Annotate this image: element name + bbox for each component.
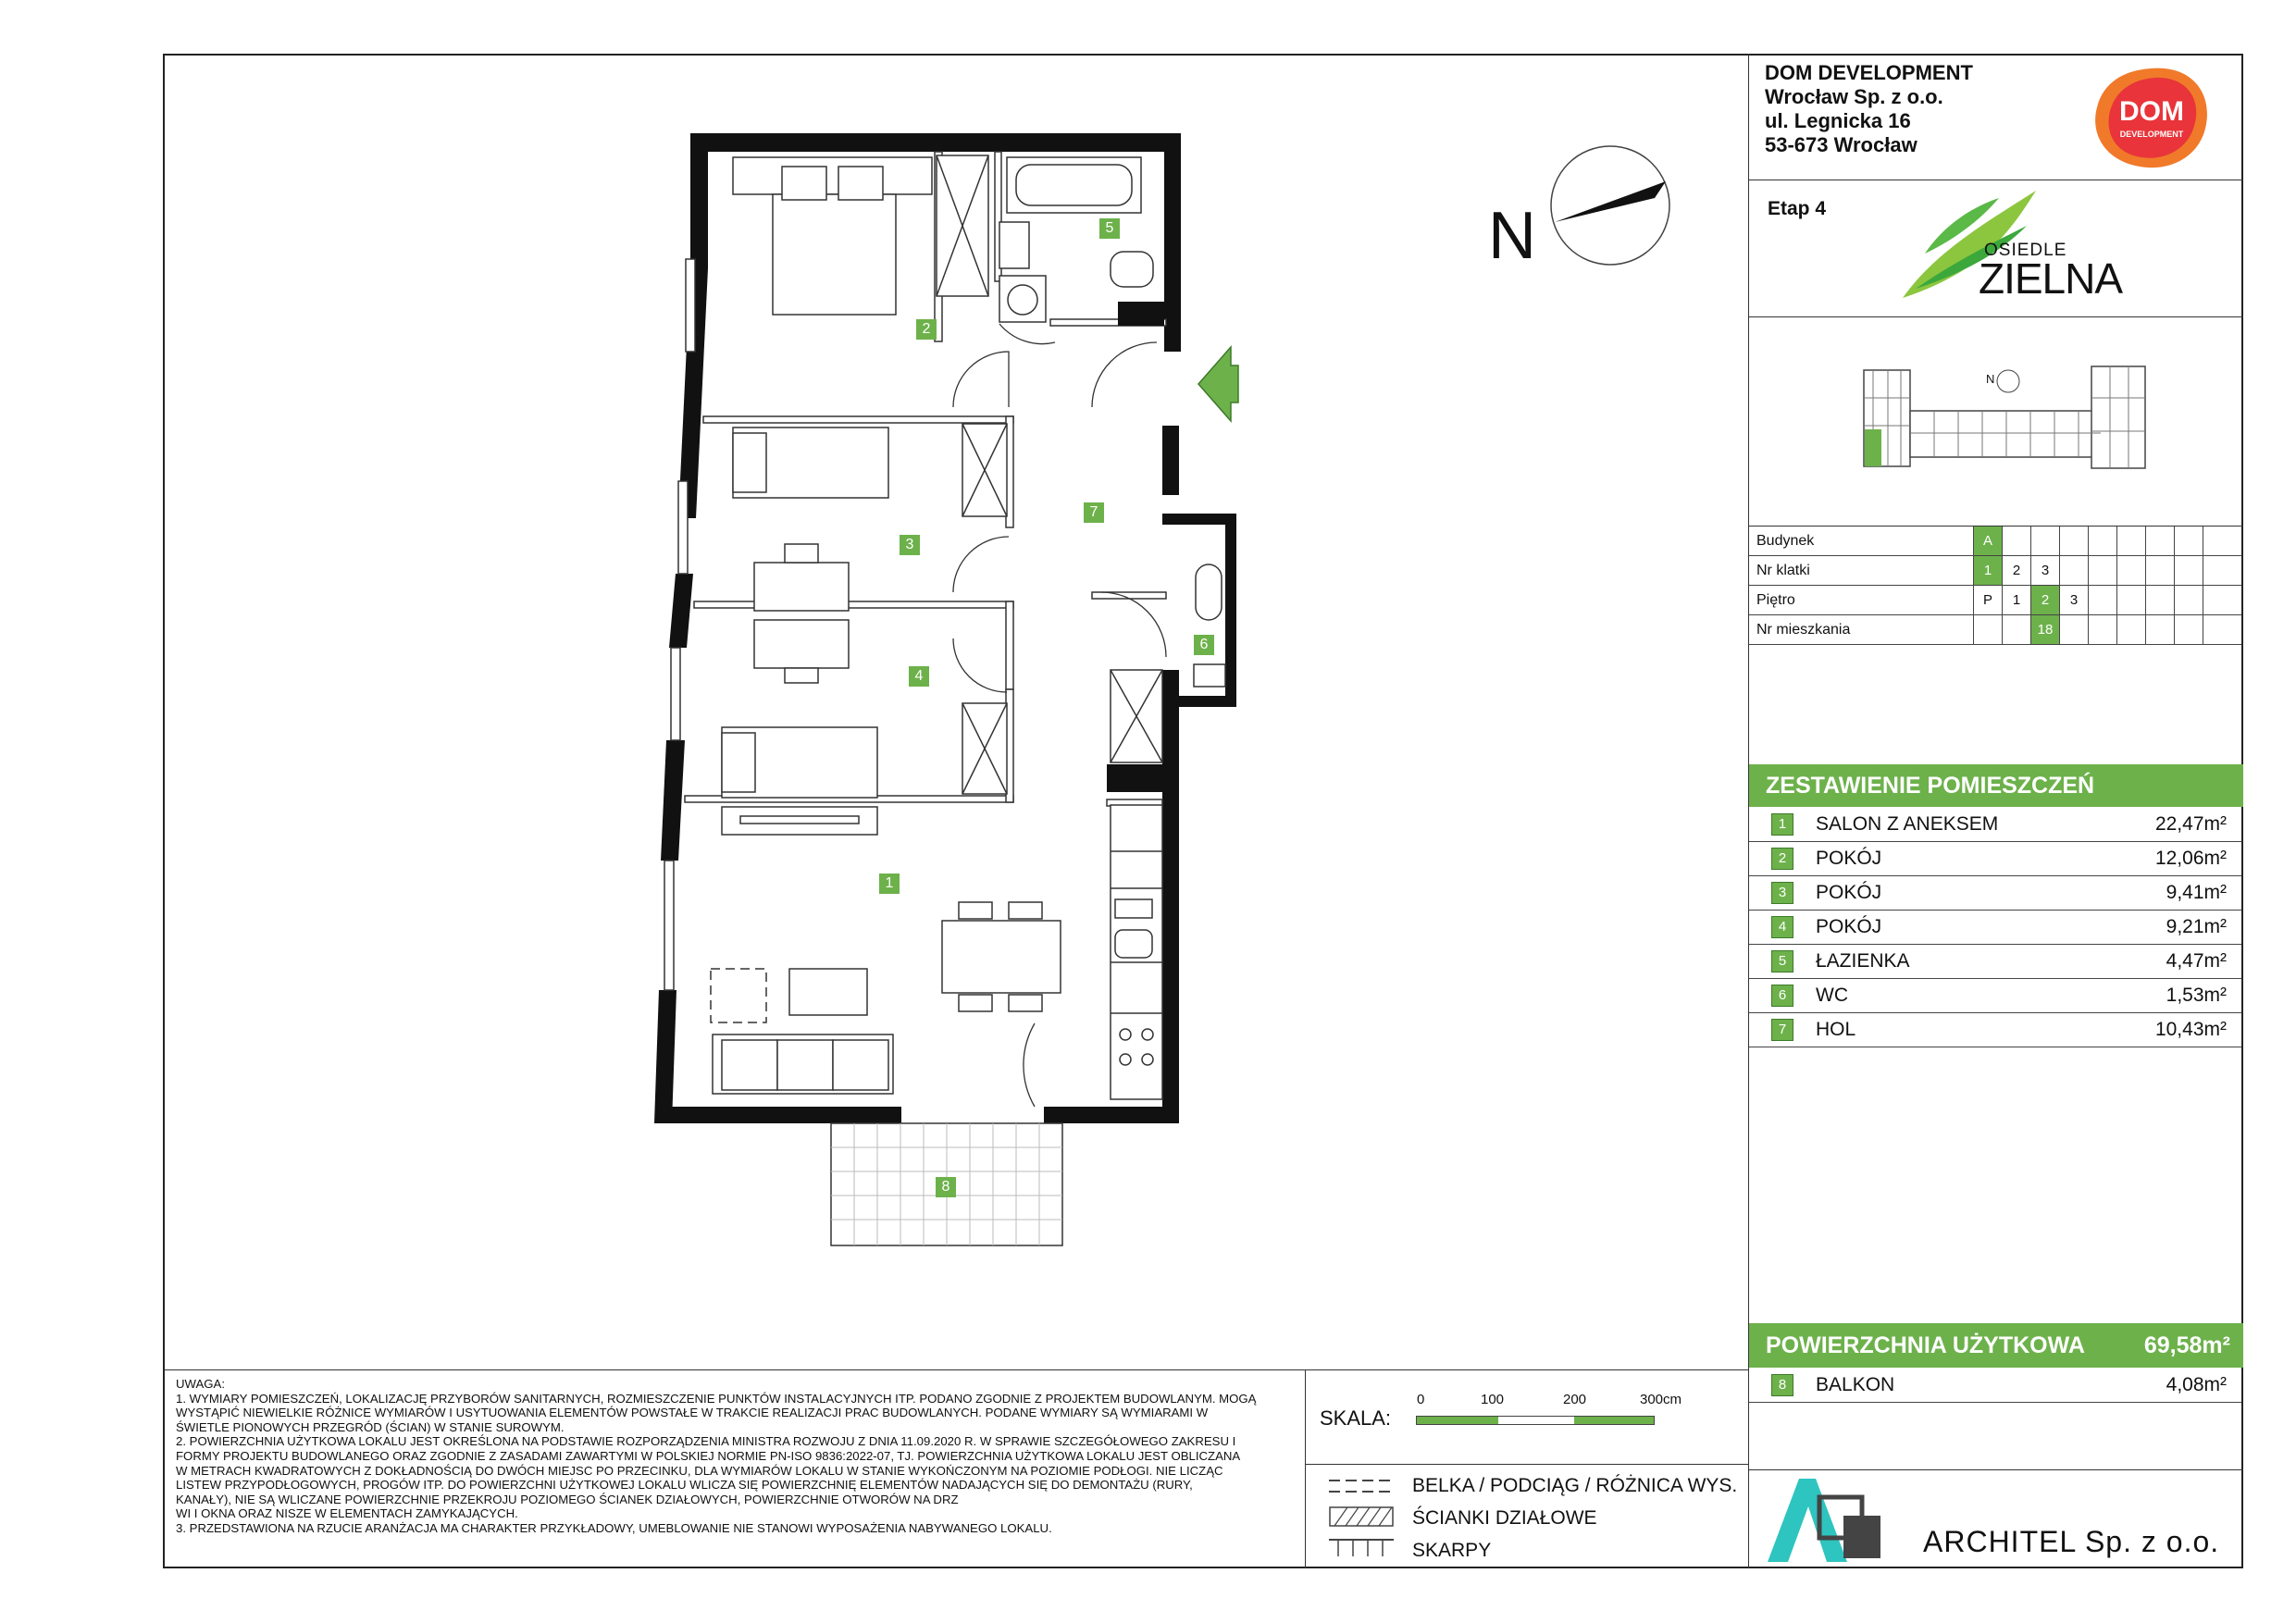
param-label: Piętro xyxy=(1756,592,1795,608)
room-tag-2: 2 xyxy=(916,319,937,340)
company-legal: Wrocław Sp. z o.o. xyxy=(1765,85,1943,108)
divider xyxy=(1749,1469,2243,1470)
room-number: 4 xyxy=(1771,916,1793,938)
room-number: 2 xyxy=(1771,848,1793,870)
param-row-apartment xyxy=(1749,615,2241,645)
room-area: 12,06m² xyxy=(2154,848,2227,869)
room-row xyxy=(1749,911,2241,945)
divider xyxy=(1305,1464,1749,1465)
param-cell: A xyxy=(1973,527,2002,555)
room-name: POKÓJ xyxy=(1816,916,1882,937)
balcony-row xyxy=(1749,1369,2241,1403)
room-row xyxy=(1749,808,2241,842)
room-tag-6: 6 xyxy=(1194,635,1214,655)
legend-label: BELKA / PODCIĄG / RÓŻNICA WYS. xyxy=(1412,1475,1738,1496)
scale-tick: 100 xyxy=(1481,1392,1505,1407)
room-number: 7 xyxy=(1771,1019,1793,1041)
param-cell: 1 xyxy=(1973,556,2002,585)
param-cell: 18 xyxy=(2030,615,2059,644)
logo-top-text: OSIEDLE xyxy=(1984,241,2067,260)
note-line: 3. PRZEDSTAWIONA NA RZUCIE ARANŻACJA MA CHARAKTER PRZYKŁADOWY, UMEBLOWANIE NIE STANOWI WYPOSAŻENIA NABYWANEGO LOKALU. xyxy=(176,1520,1052,1535)
logo-text: DOM xyxy=(2119,96,2184,127)
room-tag-7: 7 xyxy=(1084,502,1104,523)
note-line: LISTEW PRZYPODŁOGOWYCH, PROGÓW ITP. DO POWIERZCHNI UŻYTKOWEJ LOKALU WLICZA SIĘ POWIERZCHNIĘ ELEMENTÓW NADAJĄCYCH SIĘ DO DEMONTAŻU (RURY, xyxy=(176,1478,1193,1493)
room-number: 8 xyxy=(1771,1374,1793,1396)
room-area: 9,21m² xyxy=(2166,916,2227,937)
rooms-header: ZESTAWIENIE POMIESZCZEŃ xyxy=(1749,764,2243,807)
slope-icon xyxy=(1329,1538,1394,1558)
note-line: WI I OKNA ORAZ NISZE W ELEMENTACH ZAMYKAJĄCYCH. xyxy=(176,1506,518,1521)
dashed-line-icon xyxy=(1329,1477,1394,1495)
divider xyxy=(164,1369,1749,1370)
usable-area-label: POWIERZCHNIA UŻYTKOWA xyxy=(1766,1332,2085,1358)
usable-area-bar xyxy=(1749,1323,2243,1368)
param-label: Nr mieszkania xyxy=(1756,622,1851,638)
notes-title: UWAGA: xyxy=(176,1377,225,1391)
company-name: DOM DEVELOPMENT xyxy=(1765,61,1973,84)
room-name: POKÓJ xyxy=(1816,882,1882,903)
room-tag-1: 1 xyxy=(879,873,900,894)
room-tag-8: 8 xyxy=(936,1177,956,1197)
param-cell: 1 xyxy=(2002,586,2030,614)
room-area: 10,43m² xyxy=(2154,1019,2227,1040)
architel-logo xyxy=(1766,1475,1895,1564)
room-row xyxy=(1749,876,2241,911)
room-row xyxy=(1749,945,2241,979)
room-area: 4,08m² xyxy=(2166,1374,2227,1395)
room-name: SALON Z ANEKSEM xyxy=(1816,813,1999,835)
logo-subtext: DEVELOPMENT xyxy=(2119,130,2184,139)
scale-tick: 200 xyxy=(1563,1392,1587,1407)
param-row-staircase xyxy=(1749,556,2241,586)
room-number: 6 xyxy=(1771,985,1793,1007)
compass-icon xyxy=(1551,146,1669,265)
company-block xyxy=(1765,61,1973,157)
note-line: FORMY PROJEKTU BUDOWLANEGO ORAZ ZGODNIE Z ZASADAMI ZAWARTYMI W POLSKIEJ NORMIE PN-ISO 9836:2022-07, TJ. POWIERZCHNIA UŻYTKOWA LOKALU JEST OBLICZANA xyxy=(176,1448,1241,1463)
scale-tick: 0 xyxy=(1417,1392,1425,1407)
room-area: 9,41m² xyxy=(2166,882,2227,903)
scale-bar xyxy=(1416,1416,1655,1425)
room-tag-4: 4 xyxy=(909,666,929,687)
keyplan-north-label: N xyxy=(1986,372,1995,386)
param-cell: P xyxy=(1973,586,2002,614)
divider xyxy=(1749,316,2243,317)
hatch-icon xyxy=(1329,1506,1394,1527)
param-label: Nr klatki xyxy=(1756,563,1810,578)
room-number: 1 xyxy=(1771,813,1793,836)
key-plan xyxy=(1860,361,2154,481)
room-number: 5 xyxy=(1771,950,1793,973)
company-city: 53-673 Wrocław xyxy=(1765,133,1917,156)
note-line: ŚWIETLE PIONOWYCH PRZEGRÓD (ŚCIAN) W STANIE SUROWYM. xyxy=(176,1419,565,1434)
usable-area-value: 69,58m² xyxy=(2143,1332,2230,1358)
note-line: KANAŁY), NIE SĄ WLICZANE POWIERZCHNIE PRZEKROJU POZIOMEGO ŚCIANEK DZIAŁOWYCH, POWIERZCHNIE OTWORÓW NA DRZ xyxy=(176,1492,959,1506)
notes-block xyxy=(176,1377,1296,1536)
room-area: 4,47m² xyxy=(2166,950,2227,972)
company-street: ul. Legnicka 16 xyxy=(1765,109,1911,132)
param-cell: 3 xyxy=(2030,556,2059,585)
legend-label: SKARPY xyxy=(1412,1540,1492,1561)
legend-label: ŚCIANKI DZIAŁOWE xyxy=(1412,1507,1597,1529)
param-label: Budynek xyxy=(1756,533,1815,549)
note-line: 2. POWIERZCHNIA UŻYTKOWA LOKALU JEST OKREŚLONA NA PODSTAWIE ROZPORZĄDZENIA MINISTRA ROZWOJU Z DNIA 11.09.2020 R. W SPRAWIE SZCZEGÓŁOWEGO ZAKRESU I xyxy=(176,1434,1236,1449)
param-cell: 3 xyxy=(2059,586,2088,614)
note-line: WYSTĄPIĆ NIEWIELKIE RÓŻNICE WYMIARÓW I USYTUOWANIA ELEMENTÓW POWSTAŁE W TRAKCIE REALIZACJI PRAC BUDOWLANYCH. PODANE WYMIARY SĄ WYMIARAMI W xyxy=(176,1406,1209,1420)
osiedle-zielna-logo xyxy=(1897,189,2123,309)
room-name: BALKON xyxy=(1816,1374,1895,1395)
divider xyxy=(1305,1369,1306,1568)
room-name: POKÓJ xyxy=(1816,848,1882,869)
room-name: ŁAZIENKA xyxy=(1816,950,1910,972)
room-name: WC xyxy=(1816,985,1848,1006)
param-row-floor xyxy=(1749,586,2241,615)
room-area: 1,53m² xyxy=(2166,985,2227,1006)
architect-name: ARCHITEL Sp. z o.o. xyxy=(1923,1525,2220,1558)
param-cell: 2 xyxy=(2002,556,2030,585)
stage-label: Etap 4 xyxy=(1768,198,1827,219)
room-tag-3: 3 xyxy=(900,535,920,555)
dom-development-logo xyxy=(2090,65,2212,172)
note-line: 1. WYMIARY POMIESZCZEŃ, LOKALIZACJĘ PRZYBORÓW SANITARNYCH, ROZMIESZCZENIE PUNKTÓW INSTALACYJNYCH ITP. PODANO ZGODNIE Z PROJEKTEM BUDOWLANYM. MOGĄ xyxy=(176,1391,1257,1406)
note-line: W METRACH KWADRATOWYCH Z DOKŁADNOŚCIĄ DO DWÓCH MIEJSC PO PRZECINKU, DLA WYMIARÓW LOKALU W STANIE WYKOŃCZONYM NA POZIOMIE PODŁOGI. NIE LICZĄC xyxy=(176,1463,1223,1478)
room-row xyxy=(1749,842,2241,876)
room-name: HOL xyxy=(1816,1019,1856,1040)
room-tag-5: 5 xyxy=(1099,218,1120,239)
scale-tick: 300cm xyxy=(1640,1392,1682,1407)
compass-north-label: N xyxy=(1488,199,1536,273)
room-row xyxy=(1749,979,2241,1013)
room-area: 22,47m² xyxy=(2154,813,2227,835)
logo-main-text: ZIELNA xyxy=(1979,254,2123,303)
scale-label: SKALA: xyxy=(1320,1406,1392,1430)
room-number: 3 xyxy=(1771,882,1793,904)
param-cell: 2 xyxy=(2030,586,2059,614)
room-row xyxy=(1749,1013,2241,1047)
param-row-building xyxy=(1749,527,2241,556)
